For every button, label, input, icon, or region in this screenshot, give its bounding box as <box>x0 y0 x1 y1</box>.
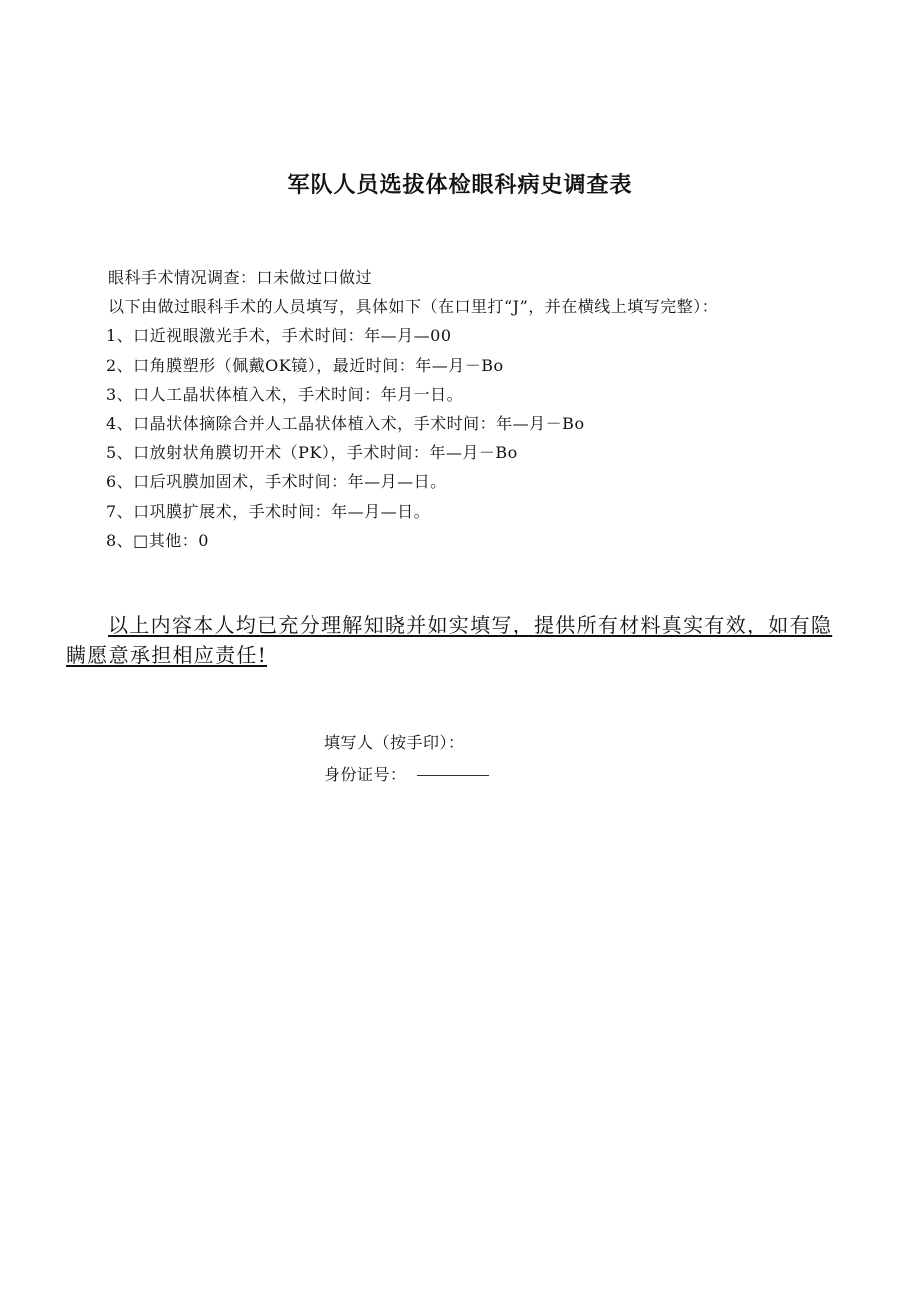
surgery-item-iol-implant: 3、口人工晶状体植入术，手术时间：年月一日。 <box>106 384 464 404</box>
surgery-survey-question: 眼科手术情况调查：口未做过口做过 <box>108 268 373 287</box>
surgery-item-radial-keratotomy: 5、口放射状角膜切开术（PK），手术时间：年—月－Bo <box>106 443 518 463</box>
surgery-item-scleral-reinforcement: 6、口后巩膜加固术，手术时间：年—月—日。 <box>106 472 447 492</box>
document-title: 军队人员选拔体检眼科病史调查表 <box>287 173 633 198</box>
declaration-statement: 以上内容本人均已充分理解知晓并如实填写，提供所有材料真实有效，如有隐瞒愿意承担相应责任! <box>66 613 833 667</box>
surgery-item-scleral-expansion: 7、口巩膜扩展术，手术时间：年—月—日。 <box>106 501 431 521</box>
signature-section <box>324 727 724 791</box>
survey-section <box>108 263 848 555</box>
signer-label: 填写人（按手印）： <box>324 733 465 752</box>
surgery-item-ortho-k: 2、口角膜塑形（佩戴OK镜），最近时间：年—月－Bo <box>106 355 504 375</box>
id-number-blank-line <box>417 774 489 776</box>
id-number-row <box>324 759 724 791</box>
surgery-item-lens-extraction: 4、口晶状体摘除合并人工晶状体植入术，手术时间：年—月－Bo <box>106 413 585 433</box>
surgery-item-list <box>108 321 848 555</box>
surgery-item-other: 8、□其他：0 <box>106 530 209 550</box>
surgery-item-myopia-laser: 1、口近视眼激光手术，手术时间：年—月—00 <box>106 326 452 346</box>
id-number-label: 身份证号： <box>324 765 407 784</box>
fill-instruction: 以下由做过眼科手术的人员填写，具体如下（在口里打“J”，并在横线上填写完整）： <box>108 297 719 317</box>
